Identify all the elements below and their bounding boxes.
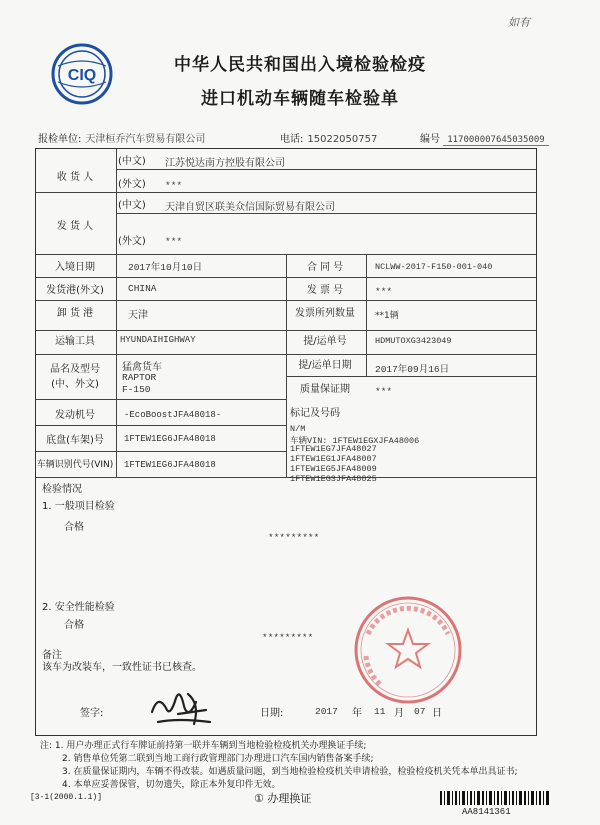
bill-of-lading-date-value: 2017年09月16日 bbox=[375, 364, 450, 375]
date-year: 2017 bbox=[315, 706, 338, 717]
general-inspection-stars: ********* bbox=[268, 532, 320, 543]
copy-label: ① 办理换证 bbox=[254, 792, 312, 805]
contract-value: NCLWW-2017-F150-001-040 bbox=[375, 262, 493, 272]
contract-label: 合 同 号 bbox=[306, 262, 344, 273]
phone-value: 15022050757 bbox=[307, 134, 378, 145]
marks-line: 1FTEW1EG5JFA48009 bbox=[290, 464, 377, 474]
note-line: 3. 在质量保证期内，车辆不得改装。如遇质量问题，到当地检验检疫机关申请检验，检验检疫机关凭本单出具证书; bbox=[62, 767, 518, 777]
document-title-form: 进口机动车辆随车检验单 bbox=[201, 89, 399, 109]
bill-of-lading-value: HDMUTOXG3423049 bbox=[375, 336, 452, 346]
vin-value: 1FTEW1EG6JFA48018 bbox=[124, 460, 216, 470]
bill-of-lading-date-label: 提/运单日期 bbox=[298, 360, 352, 371]
date-month-unit: 月 bbox=[394, 708, 404, 719]
marks-line: 1FTEW1EG1JFA48007 bbox=[290, 454, 377, 464]
model-value-name: RAPTOR bbox=[122, 372, 157, 383]
entry-date-label: 入境日期 bbox=[55, 262, 95, 273]
official-seal-stamp-icon bbox=[352, 594, 464, 706]
warranty-label: 质量保证期 bbox=[300, 384, 350, 395]
invoice-quantity-label: 发票所列数量 bbox=[295, 308, 355, 319]
date-day: 07 bbox=[414, 706, 426, 717]
consignee-cn-value: 江苏悦达南方控股有限公司 bbox=[165, 158, 285, 169]
chassis-number-value: 1FTEW1EG6JFA48018 bbox=[124, 434, 216, 444]
transport-label: 运输工具 bbox=[55, 336, 95, 347]
consignor-en-label: (外文) bbox=[118, 236, 146, 247]
note-line: 注: 1. 用户办理正式行车牌证前持第一联并车辆到当地检验检疫机关办理换证手续; bbox=[40, 741, 367, 751]
date-day-unit: 日 bbox=[432, 708, 442, 719]
barcode-icon bbox=[440, 791, 550, 805]
date-label: 日期: bbox=[260, 708, 284, 719]
invoice-label: 发 票 号 bbox=[306, 285, 344, 296]
marks-line: N/M bbox=[290, 424, 306, 434]
consignee-en-value: *** bbox=[165, 180, 183, 191]
chassis-number-label: 底盘(车架)号 bbox=[46, 435, 104, 446]
invoice-quantity-value: **1辆 bbox=[375, 311, 399, 321]
remark-text: 该车为改装车，一致性证书已核查。 bbox=[42, 662, 202, 673]
marks-line: 车辆VIN: 1FTEW1EGXJFA48006 bbox=[290, 436, 420, 446]
consignor-cn-label: (中文) bbox=[118, 200, 146, 211]
general-inspection-result: 合格 bbox=[64, 522, 84, 533]
document-title-authority: 中华人民共和国出入境检验检疫 bbox=[174, 55, 426, 75]
model-value-cn: 猛禽货车 bbox=[122, 362, 162, 373]
bill-of-lading-label: 提/运单号 bbox=[303, 336, 347, 347]
applicant-value: 天津桓乔汽车贸易有限公司 bbox=[85, 134, 206, 145]
consignor-label: 发 货 人 bbox=[56, 221, 94, 232]
model-label-line2: (中、外文) bbox=[51, 379, 99, 390]
serial-number: AA8141361 bbox=[462, 807, 511, 817]
entry-date-value: 2017年10月10日 bbox=[128, 262, 203, 273]
date-year-unit: 年 bbox=[352, 708, 362, 719]
handwritten-signature-icon bbox=[148, 684, 218, 728]
consignor-en-value: *** bbox=[165, 236, 183, 247]
remark-label: 备注 bbox=[42, 650, 62, 661]
marks-line: 1FTEW1EG7JFA48027 bbox=[290, 444, 377, 454]
port-of-shipment-value: CHINA bbox=[128, 283, 157, 294]
form-code: [3-1(2000.1.1)] bbox=[30, 793, 103, 802]
port-of-unloading-value: 天津 bbox=[128, 310, 148, 321]
consignee-label: 收 货 人 bbox=[56, 172, 94, 183]
date-month: 11 bbox=[374, 706, 386, 717]
port-of-unloading-label: 卸 货 港 bbox=[56, 308, 94, 319]
warranty-value: *** bbox=[375, 386, 393, 397]
invoice-value: *** bbox=[375, 286, 393, 297]
safety-inspection-title: 2. 安全性能检验 bbox=[42, 602, 115, 613]
engine-number-value: -EcoBoostJFA48018- bbox=[124, 410, 222, 420]
transport-value: HYUNDAIHIGHWAY bbox=[120, 335, 196, 345]
number-label: 编号 bbox=[420, 134, 440, 145]
phone-label: 电话: bbox=[280, 134, 304, 145]
applicant-field bbox=[38, 130, 205, 145]
corner-handwritten-note: 如有 bbox=[508, 16, 530, 29]
model-label-line1: 品名及型号 bbox=[50, 364, 100, 375]
marks-label: 标记及号码 bbox=[290, 408, 340, 419]
phone-field bbox=[280, 130, 377, 145]
consignor-cn-value: 天津自贸区联美众信国际贸易有限公司 bbox=[165, 202, 335, 213]
marks-line: 1FTEW1EG3JFA48025 bbox=[290, 474, 377, 484]
safety-inspection-result: 合格 bbox=[64, 620, 84, 631]
logo-text: CIQ bbox=[67, 67, 97, 84]
consignee-cn-label: (中文) bbox=[118, 156, 146, 167]
note-line: 4. 本单应妥善保管，切勿遗失，除正本外复印件无效。 bbox=[62, 780, 281, 790]
consignee-en-label: (外文) bbox=[118, 179, 146, 190]
number-field bbox=[420, 130, 549, 145]
number-value: 117000007645035009 bbox=[443, 135, 549, 146]
note-line: 2. 销售单位凭第二联到当地工商行政管理部门办理进口汽车国内销售备案手续; bbox=[62, 754, 374, 764]
model-value-number: F-150 bbox=[122, 384, 151, 395]
vin-label: 车辆识别代号(VIN) bbox=[36, 460, 114, 470]
port-of-shipment-label: 发货港(外文) bbox=[46, 285, 104, 296]
inspection-section-title: 检验情况 bbox=[42, 484, 82, 495]
general-inspection-title: 1. 一般项目检验 bbox=[42, 501, 115, 512]
engine-number-label: 发动机号 bbox=[55, 410, 95, 421]
safety-inspection-stars: ********* bbox=[262, 632, 314, 643]
signer-label: 签字: bbox=[80, 708, 104, 719]
notes-block bbox=[40, 740, 517, 792]
applicant-label: 报检单位: bbox=[38, 134, 82, 145]
